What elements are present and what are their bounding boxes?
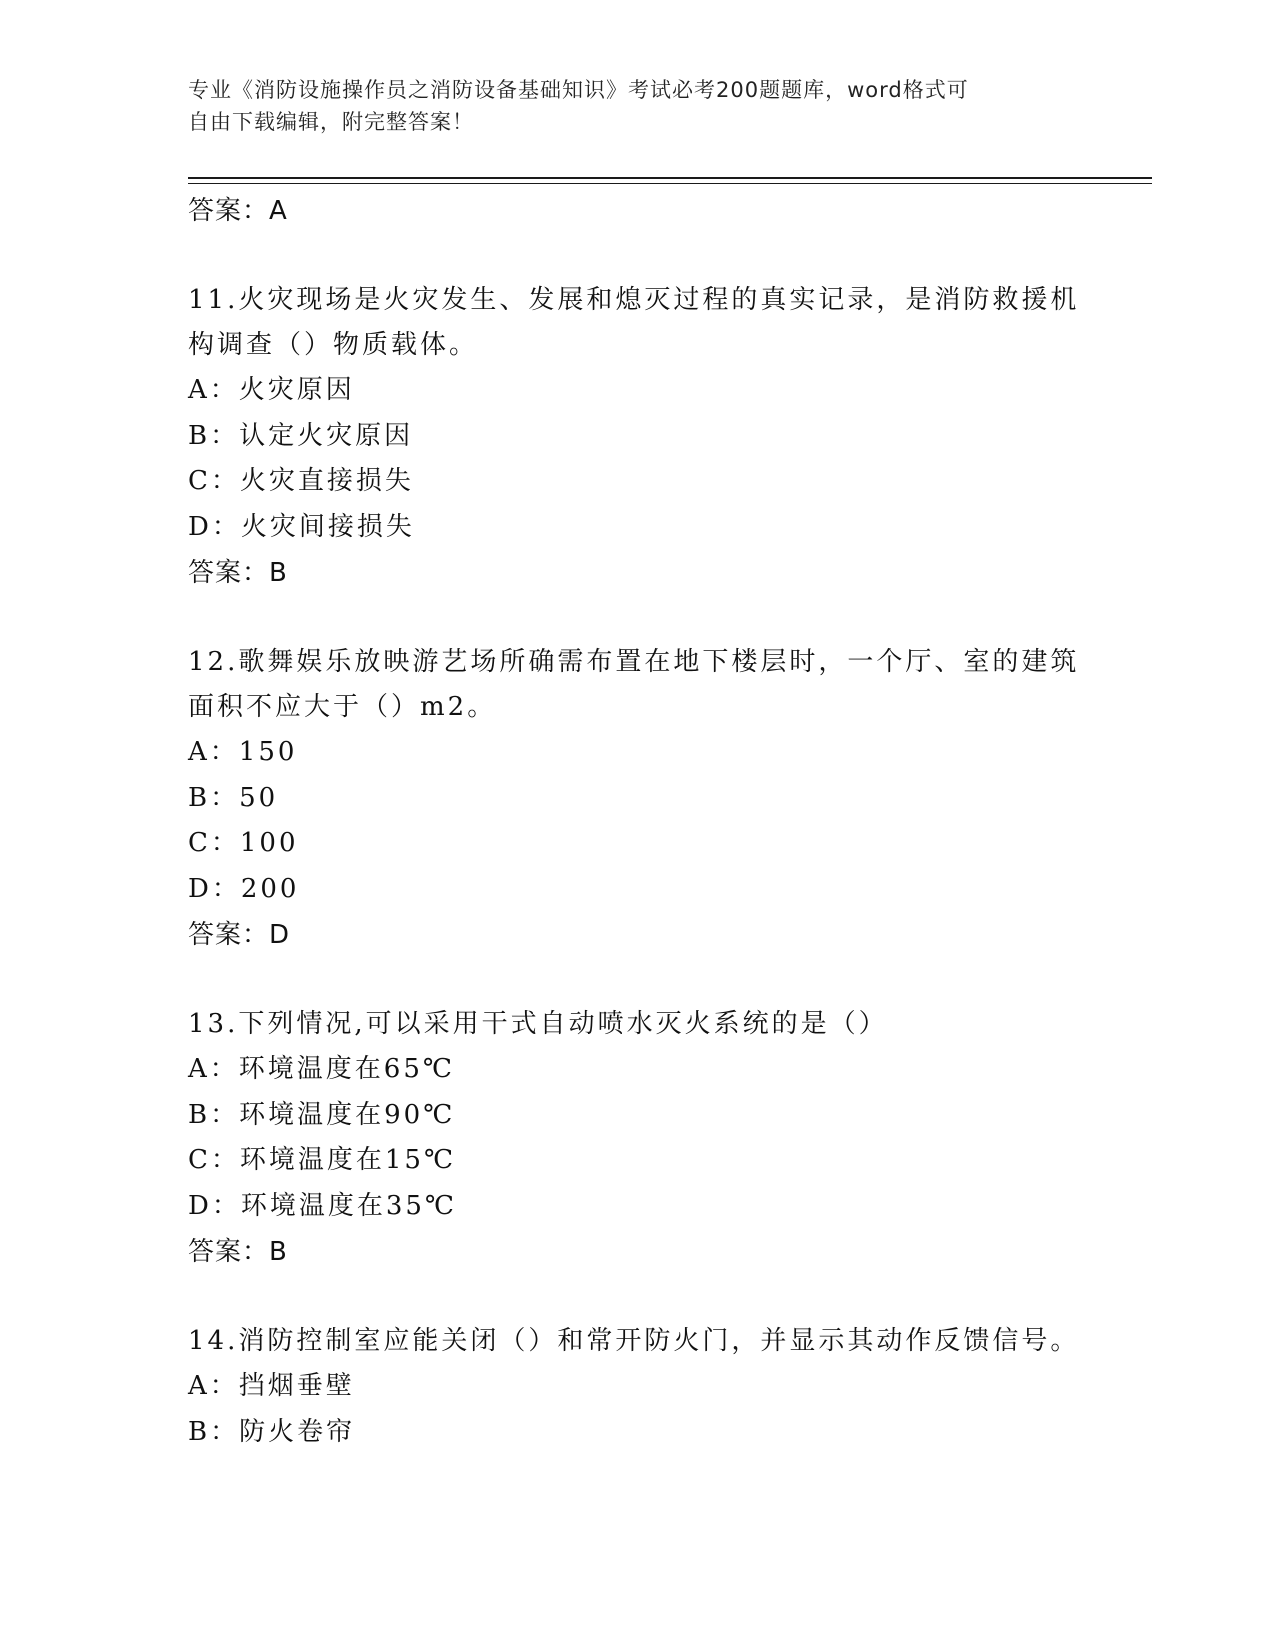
option-b: B：环境温度在90℃ — [188, 1099, 456, 1130]
header-divider-thick — [188, 177, 1152, 179]
question-text: 13.下列情况,可以采用干式自动喷水灭火系统的是（） — [188, 1009, 888, 1039]
option-d: D：环境温度在35℃ — [188, 1190, 458, 1221]
question-14 — [188, 1319, 1088, 1455]
question-list — [188, 188, 1088, 1455]
option-c: C：100 — [188, 828, 299, 858]
question-text: 11.火灾现场是火灾发生、发展和熄灭过程的真实记录，是消防救援机构调查（）物质载体。 — [188, 285, 1080, 360]
option-c: C：环境温度在15℃ — [188, 1145, 457, 1175]
question-text: 14.消防控制室应能关闭（）和常开防火门，并显示其动作反馈信号。 — [188, 1326, 1080, 1356]
header-divider-thin — [188, 183, 1152, 184]
option-a: A：火灾原因 — [188, 375, 355, 405]
option-d: D：200 — [188, 873, 300, 904]
option-a: A：环境温度在65℃ — [188, 1054, 455, 1084]
option-b: B：50 — [188, 782, 279, 813]
option-b: B：认定火灾原因 — [188, 420, 414, 451]
option-d: D：火灾间接损失 — [188, 511, 415, 542]
question-12 — [188, 640, 1088, 958]
answer: 答案：D — [188, 920, 291, 950]
question-11 — [188, 278, 1088, 596]
question-13 — [188, 1002, 1088, 1275]
option-a: A：挡烟垂壁 — [188, 1371, 355, 1401]
previous-answer: 答案：A — [188, 196, 288, 226]
answer: 答案：B — [188, 1237, 288, 1267]
option-c: C：火灾直接损失 — [188, 466, 414, 496]
option-b: B：防火卷帘 — [188, 1416, 356, 1447]
question-text: 12.歌舞娱乐放映游艺场所确需布置在地下楼层时，一个厅、室的建筑面积不应大于（）m2。 — [188, 647, 1080, 722]
answer: 答案：B — [188, 558, 288, 588]
option-a: A：150 — [188, 737, 298, 767]
document-header: 专业《消防设施操作员之消防设备基础知识》考试必考200题题库，word格式可 自由下载编辑，附完整答案！ — [188, 78, 969, 134]
